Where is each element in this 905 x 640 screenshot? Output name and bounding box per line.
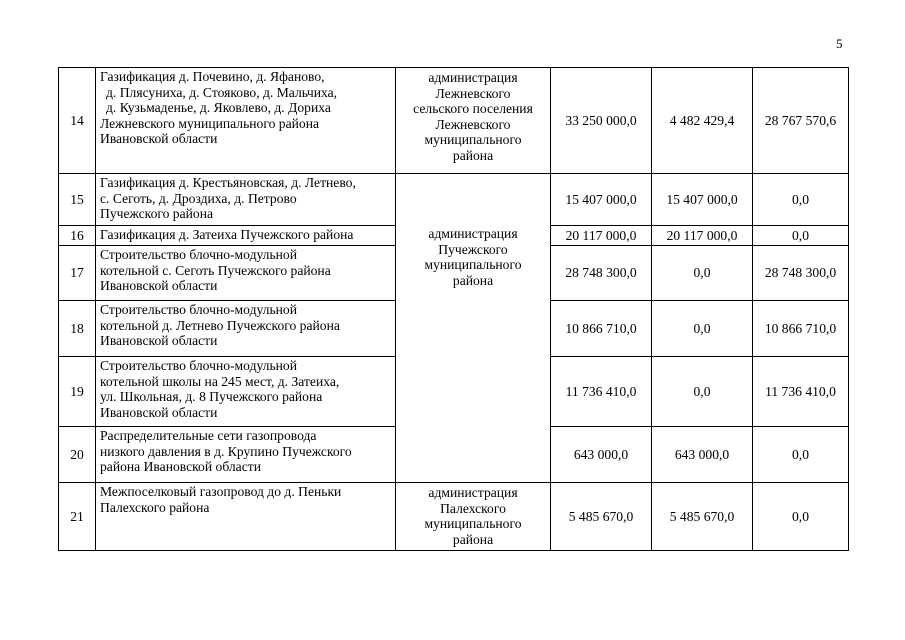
row-number: 16 <box>59 226 96 246</box>
organization-merged: администрация Пучежского муниципального района <box>396 174 551 483</box>
amount-3: 0,0 <box>753 427 849 483</box>
project-description: Строительство блочно-модульной котельной д. Летнево Пучежского района Ивановской области <box>96 301 396 357</box>
amount-3: 11 736 410,0 <box>753 357 849 427</box>
amount-3: 0,0 <box>753 483 849 551</box>
organization: администрация Палехского муниципального района <box>396 483 551 551</box>
funding-table <box>58 67 849 551</box>
amount-3: 28 748 300,0 <box>753 246 849 301</box>
row-number: 19 <box>59 357 96 427</box>
project-description: Распределительные сети газопровода низкого давления в д. Крупино Пучежского района Ивановской области <box>96 427 396 483</box>
amount-3: 28 767 570,6 <box>753 68 849 174</box>
row-number: 17 <box>59 246 96 301</box>
row-number: 20 <box>59 427 96 483</box>
amount-2: 5 485 670,0 <box>652 483 753 551</box>
table-row <box>59 483 849 551</box>
project-description: Газификация д. Почевино, д. Яфаново, д. Плясуниха, д. Стояково, д. Мальчиха, д. Кузьмаденье, д. Яковлево, д. Дориха Лежневского муниципального района Ивановской области <box>96 68 396 174</box>
amount-3: 10 866 710,0 <box>753 301 849 357</box>
organization: администрация Лежневского сельского поселения Лежневского муниципального района <box>396 68 551 174</box>
row-number: 21 <box>59 483 96 551</box>
project-description: Газификация д. Крестьяновская, д. Летнево, с. Сеготь, д. Дроздиха, д. Петрово Пучежского района <box>96 174 396 226</box>
row-number: 14 <box>59 68 96 174</box>
amount-2: 4 482 429,4 <box>652 68 753 174</box>
amount-2: 0,0 <box>652 246 753 301</box>
project-description: Межпоселковый газопровод до д. Пеньки Палехского района <box>96 483 396 551</box>
project-description: Строительство блочно-модульной котельной школы на 245 мест, д. Затеиха, ул. Школьная, д. 8 Пучежского района Ивановской области <box>96 357 396 427</box>
amount-total: 33 250 000,0 <box>551 68 652 174</box>
amount-total: 11 736 410,0 <box>551 357 652 427</box>
amount-3: 0,0 <box>753 174 849 226</box>
amount-total: 15 407 000,0 <box>551 174 652 226</box>
amount-total: 643 000,0 <box>551 427 652 483</box>
amount-total: 10 866 710,0 <box>551 301 652 357</box>
amount-total: 20 117 000,0 <box>551 226 652 246</box>
amount-2: 20 117 000,0 <box>652 226 753 246</box>
amount-total: 5 485 670,0 <box>551 483 652 551</box>
amount-2: 15 407 000,0 <box>652 174 753 226</box>
amount-2: 0,0 <box>652 357 753 427</box>
table-row <box>59 68 849 174</box>
page-number: 5 <box>836 36 843 51</box>
row-number: 15 <box>59 174 96 226</box>
project-description: Строительство блочно-модульной котельной с. Сеготь Пучежского района Ивановской области <box>96 246 396 301</box>
amount-2: 0,0 <box>652 301 753 357</box>
project-description: Газификация д. Затеиха Пучежского района <box>96 226 396 246</box>
amount-3: 0,0 <box>753 226 849 246</box>
table-row <box>59 174 849 226</box>
row-number: 18 <box>59 301 96 357</box>
amount-total: 28 748 300,0 <box>551 246 652 301</box>
amount-2: 643 000,0 <box>652 427 753 483</box>
